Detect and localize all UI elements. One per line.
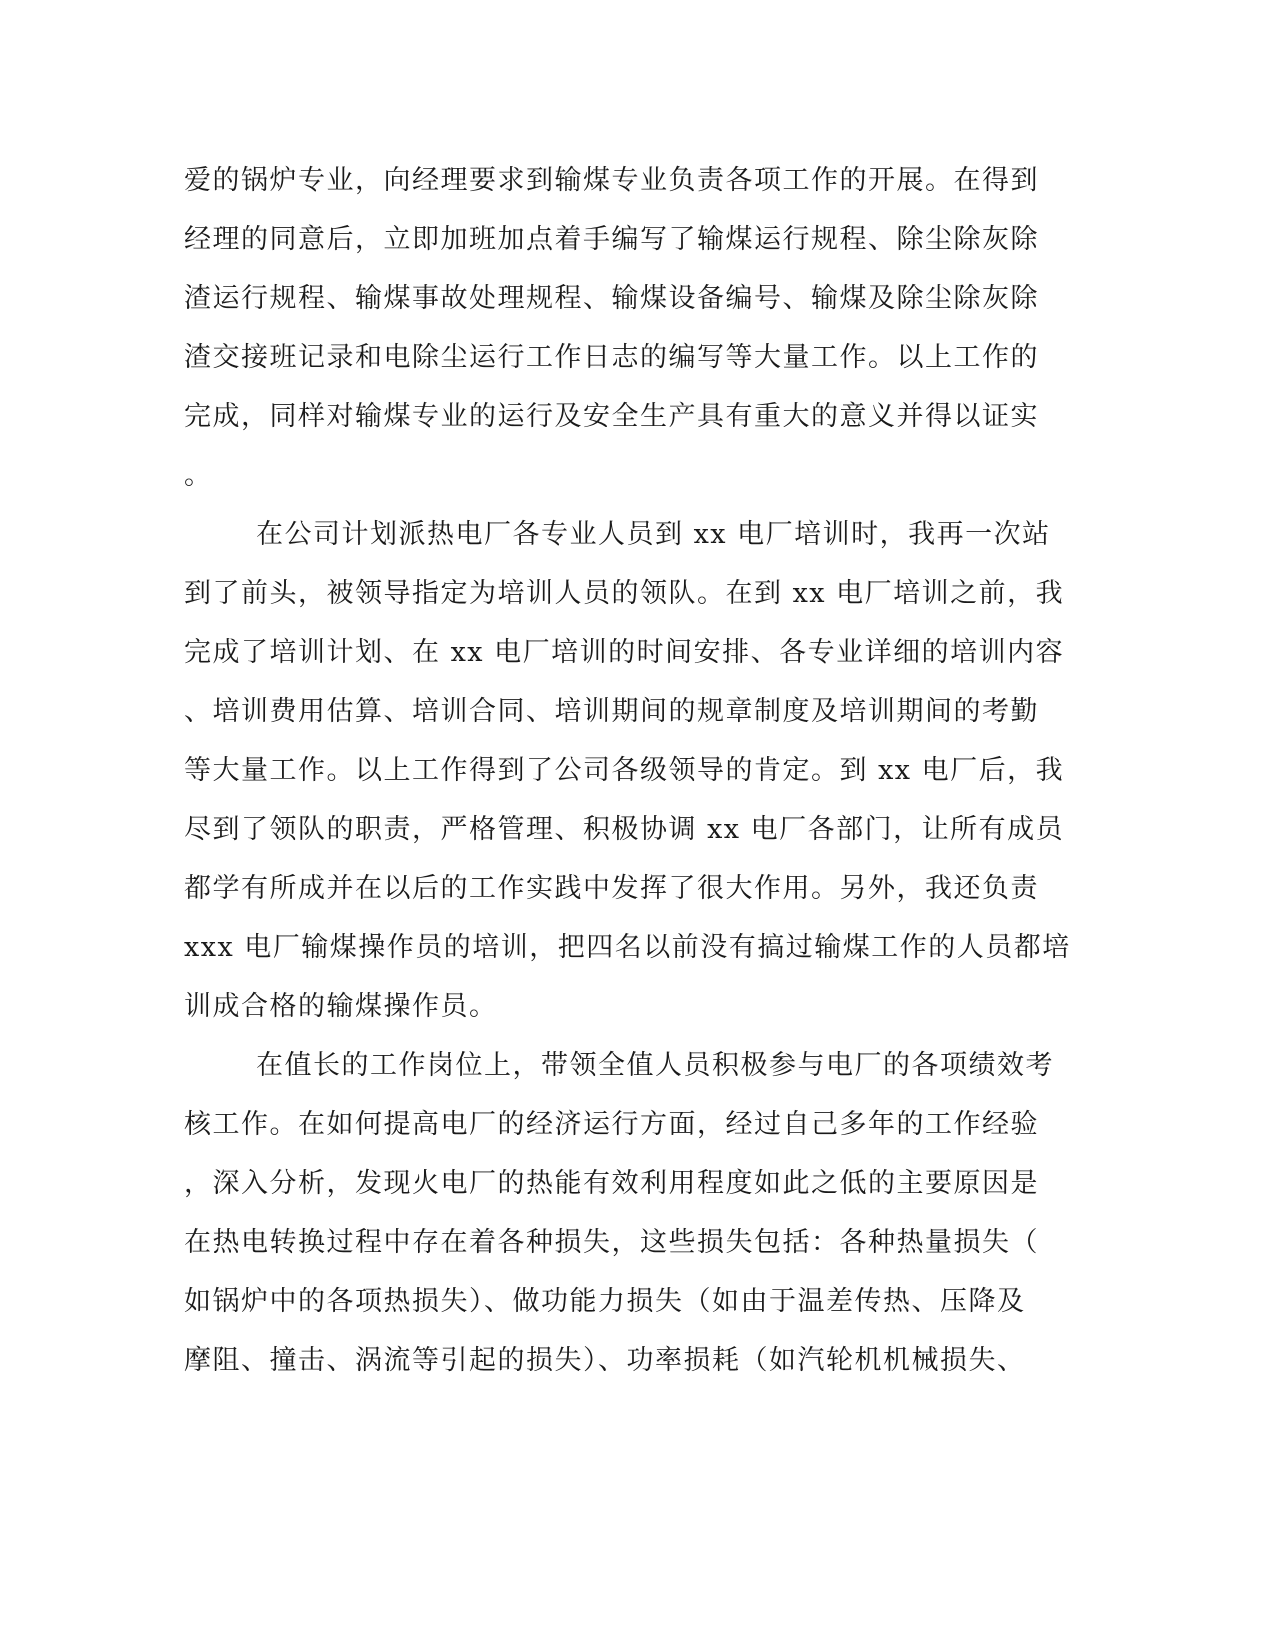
text-line: 摩阻、撞击、涡流等引起的损失）、功率损耗（如汽轮机机械损失、 bbox=[184, 1345, 1026, 1376]
text-line: 到了前头，被领导指定为培训人员的领队。在到 xx 电厂培训之前，我 bbox=[184, 578, 1065, 609]
text-line: ，深入分析，发现火电厂的热能有效利用程度如此之低的主要原因是 bbox=[184, 1168, 1039, 1199]
paragraph-first-line: 在值长的工作岗位上，带领全值人员积极参与电厂的各项绩效考 bbox=[256, 1050, 1054, 1081]
text-line: 核工作。在如何提高电厂的经济运行方面，经过自己多年的工作经验 bbox=[184, 1109, 1039, 1140]
text-line: 渣交接班记录和电除尘运行工作日志的编写等大量工作。以上工作的 bbox=[184, 342, 1039, 373]
text-line: 训成合格的输煤操作员。 bbox=[184, 991, 498, 1022]
text-line: 。 bbox=[184, 460, 213, 491]
text-line: 等大量工作。以上工作得到了公司各级领导的肯定。到 xx 电厂后，我 bbox=[184, 755, 1065, 786]
body-text bbox=[184, 158, 1084, 1397]
text-line: 完成了培训计划、在 xx 电厂培训的时间安排、各专业详细的培训内容 bbox=[184, 637, 1065, 668]
text-line: 、培训费用估算、培训合同、培训期间的规章制度及培训期间的考勤 bbox=[184, 696, 1039, 727]
text-line: xxx 电厂输煤操作员的培训，把四名以前没有搞过输煤工作的人员都培 bbox=[184, 932, 1071, 963]
text-line: 完成，同样对输煤专业的运行及安全生产具有重大的意义并得以证实 bbox=[184, 401, 1039, 432]
text-line: 在热电转换过程中存在着各种损失，这些损失包括：各种热量损失（ bbox=[184, 1227, 1039, 1258]
text-line: 经理的同意后，立即加班加点着手编写了输煤运行规程、除尘除灰除 bbox=[184, 224, 1039, 255]
text-line: 如锅炉中的各项热损失）、做功能力损失（如由于温差传热、压降及 bbox=[184, 1286, 1026, 1317]
text-line: 都学有所成并在以后的工作实践中发挥了很大作用。另外，我还负责 bbox=[184, 873, 1039, 904]
text-line: 渣运行规程、输煤事故处理规程、输煤设备编号、输煤及除尘除灰除 bbox=[184, 283, 1039, 314]
text-line: 爱的锅炉专业，向经理要求到输煤专业负责各项工作的开展。在得到 bbox=[184, 165, 1039, 196]
text-line: 尽到了领队的职责，严格管理、积极协调 xx 电厂各部门，让所有成员 bbox=[184, 814, 1065, 845]
paragraph-first-line: 在公司计划派热电厂各专业人员到 xx 电厂培训时，我再一次站 bbox=[256, 519, 1051, 550]
